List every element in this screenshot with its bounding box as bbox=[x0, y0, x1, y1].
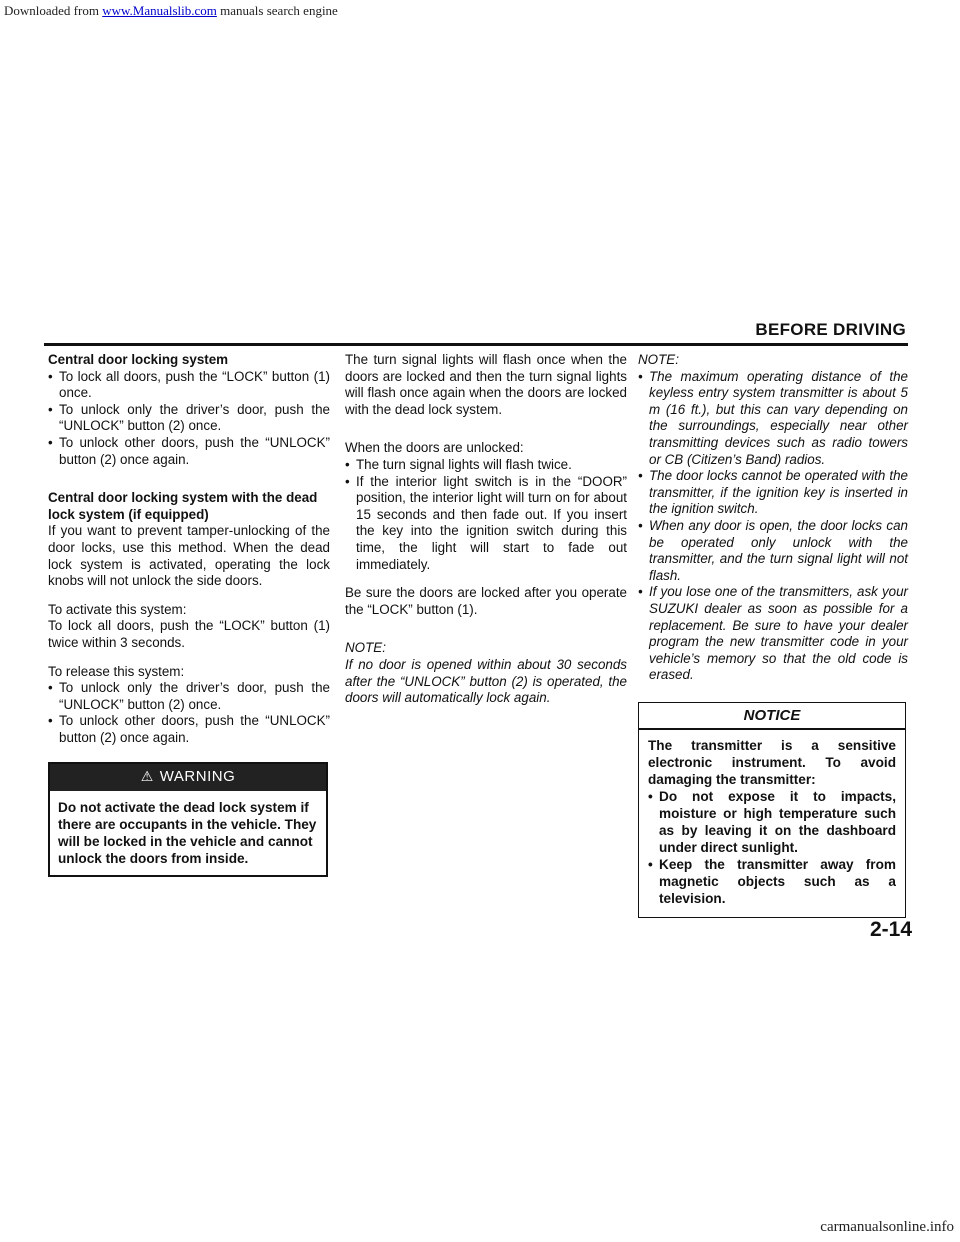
column-2 bbox=[345, 352, 627, 719]
dead-lock-intro: If you want to prevent tamper-unlocking of the door locks, use this method. When the dead lock system is activated, operating the lock knobs will not unlock the side doors. bbox=[48, 523, 330, 589]
note-label: NOTE: bbox=[638, 352, 679, 367]
page-number: 2-14 bbox=[869, 918, 912, 941]
unlocked-list bbox=[345, 457, 627, 573]
list-item: • To lock all doors, push the “LOCK” button (1) once. bbox=[48, 369, 330, 402]
warning-box bbox=[48, 762, 328, 877]
list-item: • To unlock only the driver’s door, push the “UNLOCK” button (2) once. bbox=[48, 402, 330, 435]
warning-header bbox=[50, 764, 326, 791]
activate-text: To lock all doors, push the “LOCK” button (1) twice within 3 seconds. bbox=[48, 618, 330, 650]
central-locking-list bbox=[48, 369, 330, 469]
download-note-prefix: Downloaded from bbox=[4, 3, 103, 18]
heading-central-locking: Central door locking system bbox=[48, 352, 229, 367]
warning-title: WARNING bbox=[159, 768, 236, 786]
heading-dead-lock: Central door locking system with the dead lock system (if equipped) bbox=[48, 490, 318, 522]
list-item: • To unlock only the driver’s door, push the “UNLOCK” button (2) once. bbox=[48, 680, 330, 713]
turn-signal-paragraph: The turn signal lights will flash once when the doors are locked and then the turn signal lights will flash once again when the doors are locked with the dead lock system. bbox=[345, 352, 627, 417]
unlocked-label: When the doors are unlocked: bbox=[345, 440, 524, 456]
list-item: • When any door is open, the door locks can be operated only unlock with the transmitter, and the turn signal light will not flash. bbox=[638, 518, 908, 584]
release-label: To release this system: bbox=[48, 663, 185, 679]
notice-title: NOTICE bbox=[639, 703, 905, 731]
list-item: • Do not expose it to impacts, moisture or high temperature such as by leaving it on the dashboard under direct sunlight. bbox=[648, 788, 896, 856]
list-item: • To unlock other doors, push the “UNLOCK” button (2) once again. bbox=[48, 713, 330, 746]
list-item: • If you lose one of the transmitters, ask your SUZUKI dealer as soon as possible for a replacement. Be sure to have your dealer program the new transmitter code in your vehicle’s memory so that the old code is erased. bbox=[638, 584, 908, 684]
manualslib-link[interactable]: www.Manualslib.com bbox=[102, 3, 217, 18]
lock-reminder: Be sure the doors are locked after you operate the “LOCK” button (1). bbox=[345, 585, 627, 617]
note-label: NOTE: bbox=[345, 640, 386, 656]
list-item: • If the interior light switch is in the “DOOR” position, the interior light will turn on for about 15 seconds and then fade out. If you insert the key into the ignition switch during this time, the light will start to fade out immediately. bbox=[345, 474, 627, 574]
footer-watermark: carmanualsonline.info bbox=[820, 1219, 954, 1235]
header-rule bbox=[44, 343, 908, 346]
list-item: • Keep the transmitter away from magnetic objects such as a television. bbox=[648, 856, 896, 907]
release-list bbox=[48, 680, 330, 746]
notice-intro: The transmitter is a sensitive electronic instrument. To avoid damaging the transmitter: bbox=[648, 738, 896, 788]
download-note-suffix: manuals search engine bbox=[216, 3, 338, 18]
notice-body bbox=[639, 730, 905, 917]
warning-text: Do not activate the dead lock system if there are occupants in the vehicle. They will be locked in the vehicle and cannot unlock the doors from inside. bbox=[58, 800, 317, 867]
note-text: If no door is opened within about 30 seconds after the “UNLOCK” button (2) is operated, the doors will automatically lock again. bbox=[345, 656, 627, 706]
download-note bbox=[4, 3, 338, 19]
list-item: • To unlock other doors, push the “UNLOCK” button (2) once again. bbox=[48, 435, 330, 468]
note-list bbox=[638, 369, 908, 684]
list-item: • The turn signal lights will flash twice. bbox=[345, 457, 627, 474]
notice-box bbox=[638, 702, 906, 919]
column-1 bbox=[48, 352, 330, 877]
notice-list bbox=[648, 788, 896, 907]
section-title: BEFORE DRIVING bbox=[755, 320, 906, 339]
activate-label: To activate this system: bbox=[48, 601, 187, 617]
list-item: • The maximum operating distance of the keyless entry system transmitter is about 5 m (16 ft.), but this can vary depending on the surroundings, especially near other transmitting devices such as radio towers or CB (Citizen’s Band) radios. bbox=[638, 369, 908, 469]
list-item: • The door locks cannot be operated with the transmitter, if the ignition key is inserted in the ignition switch. bbox=[638, 468, 908, 518]
warning-triangle-icon: ⚠ bbox=[140, 768, 154, 785]
column-3 bbox=[638, 352, 908, 918]
